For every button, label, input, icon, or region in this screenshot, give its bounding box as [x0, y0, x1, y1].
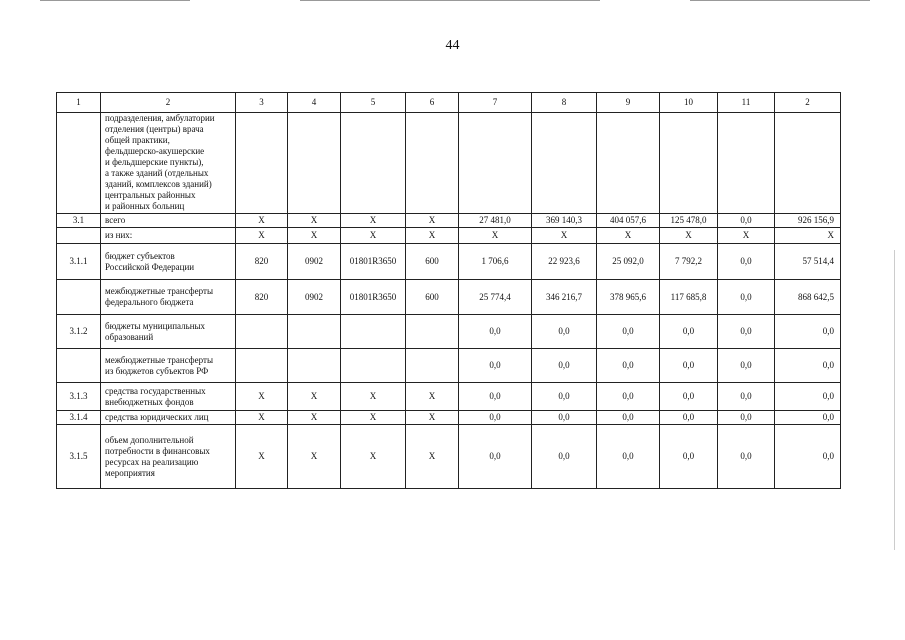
value-cell — [236, 349, 288, 383]
header-cell: 9 — [597, 93, 660, 113]
value-cell: 1 706,6 — [459, 244, 532, 280]
value-cell — [459, 113, 532, 214]
header-cell: 11 — [718, 93, 775, 113]
value-cell: X — [406, 228, 459, 244]
page-number: 44 — [445, 38, 460, 53]
value-cell: X — [406, 214, 459, 228]
value-cell: 404 057,6 — [597, 214, 660, 228]
value-cell: 0,0 — [597, 349, 660, 383]
value-cell: 0,0 — [718, 349, 775, 383]
table-row — [57, 425, 841, 489]
table-row — [57, 411, 841, 425]
table-row — [57, 383, 841, 411]
table-row — [57, 113, 841, 214]
value-cell: X — [236, 411, 288, 425]
row-name-cell: объем дополнительной потребности в финансовых ресурсах на реализацию мероприятия — [101, 425, 236, 489]
value-cell — [532, 113, 597, 214]
table-row — [57, 214, 841, 228]
value-cell: X — [532, 228, 597, 244]
value-cell: 0,0 — [660, 315, 718, 349]
row-number-cell — [57, 113, 101, 214]
value-cell: 0,0 — [660, 349, 718, 383]
value-cell — [775, 113, 841, 214]
value-cell: 0,0 — [775, 411, 841, 425]
value-cell: 0902 — [288, 280, 341, 315]
value-cell — [406, 315, 459, 349]
value-cell: X — [341, 383, 406, 411]
row-name-cell: бюджет субъектов Российской Федерации — [101, 244, 236, 280]
value-cell: X — [406, 383, 459, 411]
value-cell: 600 — [406, 244, 459, 280]
value-cell: 926 156,9 — [775, 214, 841, 228]
value-cell: 820 — [236, 244, 288, 280]
value-cell: 22 923,6 — [532, 244, 597, 280]
value-cell: 7 792,2 — [660, 244, 718, 280]
table-row — [57, 349, 841, 383]
row-number-cell — [57, 349, 101, 383]
budget-table — [56, 92, 841, 489]
header-cell: 10 — [660, 93, 718, 113]
value-cell: 0,0 — [597, 315, 660, 349]
header-cell: 5 — [341, 93, 406, 113]
value-cell: 117 685,8 — [660, 280, 718, 315]
value-cell: 0,0 — [718, 411, 775, 425]
value-cell: 868 642,5 — [775, 280, 841, 315]
value-cell — [236, 315, 288, 349]
header-cell: 1 — [57, 93, 101, 113]
row-number-cell: 3.1.1 — [57, 244, 101, 280]
header-cell: 3 — [236, 93, 288, 113]
value-cell: 0,0 — [718, 244, 775, 280]
value-cell: 0,0 — [775, 425, 841, 489]
value-cell: X — [406, 425, 459, 489]
value-cell: X — [288, 214, 341, 228]
value-cell — [341, 349, 406, 383]
value-cell — [597, 113, 660, 214]
row-number-cell: 3.1.5 — [57, 425, 101, 489]
row-name-cell: межбюджетные трансферты из бюджетов субъектов РФ — [101, 349, 236, 383]
value-cell: 57 514,4 — [775, 244, 841, 280]
value-cell: X — [341, 411, 406, 425]
top-rule-mid — [300, 0, 600, 1]
value-cell: 600 — [406, 280, 459, 315]
header-cell: 7 — [459, 93, 532, 113]
value-cell: 0,0 — [532, 315, 597, 349]
value-cell — [718, 113, 775, 214]
table-row — [57, 315, 841, 349]
value-cell: 0,0 — [775, 315, 841, 349]
top-rule-left — [40, 0, 190, 1]
value-cell: 0,0 — [532, 425, 597, 489]
value-cell: X — [288, 411, 341, 425]
value-cell: X — [341, 214, 406, 228]
top-rule-right — [690, 0, 870, 1]
header-cell: 2 — [101, 93, 236, 113]
table-row — [57, 280, 841, 315]
value-cell: 369 140,3 — [532, 214, 597, 228]
value-cell: 01801R3650 — [341, 280, 406, 315]
value-cell: X — [406, 411, 459, 425]
row-name-cell: межбюджетные трансферты федерального бюджета — [101, 280, 236, 315]
value-cell — [288, 315, 341, 349]
value-cell: 0,0 — [459, 349, 532, 383]
header-cell: 6 — [406, 93, 459, 113]
value-cell: 0,0 — [459, 315, 532, 349]
value-cell: 0,0 — [718, 280, 775, 315]
value-cell — [660, 113, 718, 214]
header-cell: 2 — [775, 93, 841, 113]
value-cell — [406, 349, 459, 383]
value-cell: 0,0 — [775, 349, 841, 383]
row-name-cell: средства государственных внебюджетных фондов — [101, 383, 236, 411]
value-cell: X — [236, 425, 288, 489]
header-cell: 4 — [288, 93, 341, 113]
value-cell: X — [236, 383, 288, 411]
value-cell: 0,0 — [718, 425, 775, 489]
table-row — [57, 228, 841, 244]
row-number-cell — [57, 280, 101, 315]
value-cell: 820 — [236, 280, 288, 315]
value-cell: X — [597, 228, 660, 244]
value-cell: 0,0 — [459, 383, 532, 411]
value-cell: X — [718, 228, 775, 244]
value-cell: X — [288, 383, 341, 411]
value-cell: 25 774,4 — [459, 280, 532, 315]
value-cell: 27 481,0 — [459, 214, 532, 228]
row-name-cell: бюджеты муниципальных образований — [101, 315, 236, 349]
value-cell — [341, 315, 406, 349]
value-cell: 0,0 — [532, 383, 597, 411]
header-row — [57, 93, 841, 113]
value-cell: 0902 — [288, 244, 341, 280]
row-name-cell: подразделения, амбулатории отделения (центры) врача общей практики, фельдшерско-акушерские и фельдшерские пункты), а также зданий (отдельных зданий, комплексов зданий) центральных районных и районных больниц — [101, 113, 236, 214]
row-number-cell — [57, 228, 101, 244]
value-cell: 0,0 — [532, 411, 597, 425]
value-cell — [406, 113, 459, 214]
value-cell: 0,0 — [459, 425, 532, 489]
value-cell — [288, 349, 341, 383]
value-cell: 0,0 — [532, 349, 597, 383]
value-cell: 346 216,7 — [532, 280, 597, 315]
value-cell: 0,0 — [597, 383, 660, 411]
value-cell: 0,0 — [718, 315, 775, 349]
value-cell: X — [341, 425, 406, 489]
value-cell: 378 965,6 — [597, 280, 660, 315]
value-cell: X — [459, 228, 532, 244]
value-cell: 0,0 — [597, 411, 660, 425]
row-number-cell: 3.1.3 — [57, 383, 101, 411]
value-cell — [341, 113, 406, 214]
value-cell — [288, 113, 341, 214]
value-cell: X — [288, 228, 341, 244]
value-cell: 01801R3650 — [341, 244, 406, 280]
value-cell: X — [288, 425, 341, 489]
value-cell: X — [660, 228, 718, 244]
scan-edge-line — [894, 250, 895, 550]
value-cell — [236, 113, 288, 214]
value-cell: 0,0 — [660, 383, 718, 411]
value-cell: X — [236, 228, 288, 244]
header-cell: 8 — [532, 93, 597, 113]
value-cell: 125 478,0 — [660, 214, 718, 228]
value-cell: X — [341, 228, 406, 244]
value-cell: 0,0 — [660, 425, 718, 489]
value-cell: X — [775, 228, 841, 244]
value-cell: 0,0 — [459, 411, 532, 425]
value-cell: 0,0 — [775, 383, 841, 411]
value-cell: X — [236, 214, 288, 228]
value-cell: 25 092,0 — [597, 244, 660, 280]
table-row — [57, 244, 841, 280]
row-name-cell: из них: — [101, 228, 236, 244]
row-name-cell: всего — [101, 214, 236, 228]
row-number-cell: 3.1 — [57, 214, 101, 228]
value-cell: 0,0 — [718, 214, 775, 228]
value-cell: 0,0 — [660, 411, 718, 425]
row-number-cell: 3.1.2 — [57, 315, 101, 349]
value-cell: 0,0 — [597, 425, 660, 489]
row-number-cell: 3.1.4 — [57, 411, 101, 425]
row-name-cell: средства юридических лиц — [101, 411, 236, 425]
value-cell: 0,0 — [718, 383, 775, 411]
